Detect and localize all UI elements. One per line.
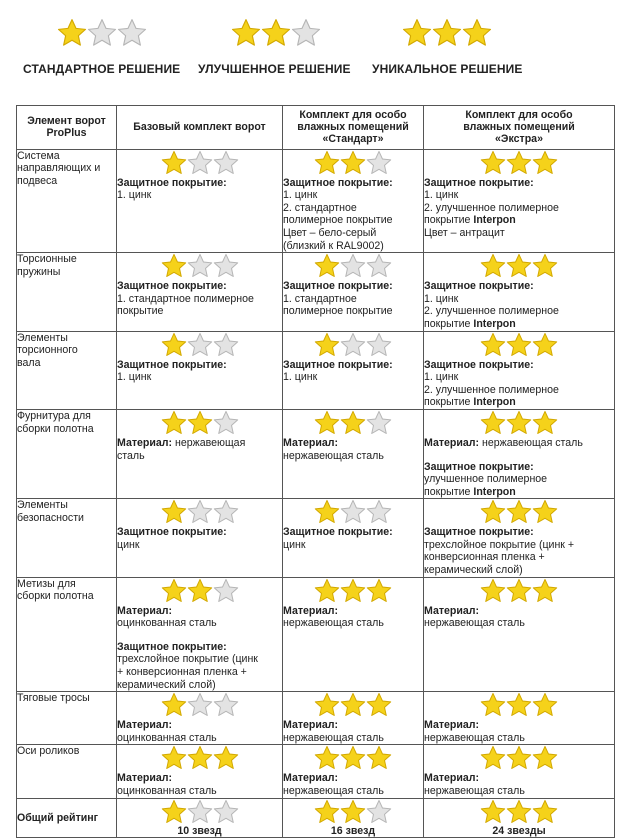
element-name-line: направляющих и [17,162,101,175]
star-filled-icon [340,692,366,718]
star-filled-icon [506,799,532,825]
star-filled-icon [532,332,558,358]
star-filled-icon [506,692,532,718]
brand-name: Interpon [473,317,516,330]
star-rating [231,18,321,48]
star-rating [117,692,282,718]
row-cell [424,745,615,798]
star-filled-icon [314,799,340,825]
element-name-line: безопасности [17,511,84,524]
cell-label: Защитное покрытие: [424,460,534,473]
star-rating [117,499,282,525]
star-rating [117,332,282,358]
star-empty-icon [340,253,366,279]
row-cell [117,409,283,498]
star-rating [424,332,614,358]
cell-text: покрытие [117,305,164,318]
table-row [17,409,615,498]
star-empty-icon [187,332,213,358]
star-rating [283,499,423,525]
star-filled-icon [480,745,506,771]
element-name-line: Метизы для [17,577,76,590]
header-line: влажных помещений [297,121,409,134]
cell-text: 1. цинк [424,371,459,384]
star-empty-icon [187,253,213,279]
cell-text: (близкий к RAL9002) [283,239,384,252]
star-empty-icon [213,499,239,525]
star-rating [283,578,423,604]
row-element [17,499,117,577]
cell-label: Защитное покрытие: [117,176,227,189]
star-filled-icon [532,410,558,436]
star-filled-icon [261,18,291,48]
star-filled-icon [161,799,187,825]
star-filled-icon [187,410,213,436]
star-filled-icon [231,18,261,48]
cell-label: Материал: [283,604,339,617]
cell-text: 1. цинк [117,371,152,384]
row-cell [424,499,615,577]
star-filled-icon [506,745,532,771]
star-filled-icon [480,799,506,825]
star-empty-icon [213,692,239,718]
star-filled-icon [480,410,506,436]
row-cell [283,745,424,798]
star-rating [283,799,423,825]
star-filled-icon [340,410,366,436]
star-filled-icon [314,150,340,176]
table-row [17,331,615,409]
row-element [17,577,117,692]
star-empty-icon [366,332,392,358]
rating-legend [0,18,626,88]
cell-text: нержавеющая сталь [283,449,384,462]
cell-text: улучшенное полимерное [424,473,548,486]
element-name-line: подвеса [17,174,58,187]
row-cell [283,149,424,253]
cell-text: трехслойное покрытие (цинк + [424,538,575,551]
cell-text: нержавеющая сталь [424,731,525,744]
star-rating [402,18,492,48]
cell-label: Материал: [283,772,339,785]
star-filled-icon [532,150,558,176]
header-line: «Стандарт» [322,133,384,146]
star-filled-icon [213,745,239,771]
cell-text: 1. цинк [424,292,459,305]
star-filled-icon [402,18,432,48]
header-standard-kit [283,106,424,150]
header-element [17,106,117,150]
star-empty-icon [213,332,239,358]
cell-text: покрытие [424,485,474,498]
cell-text: оцинкованная сталь [117,731,217,744]
row-cell [117,149,283,253]
cell-text: нержавеющая сталь [283,785,384,798]
star-filled-icon [366,745,392,771]
star-filled-icon [506,150,532,176]
element-name-line: сборки полотна [17,422,94,435]
cell-text: Цвет – бело-серый [283,226,377,239]
row-cell [283,331,424,409]
star-empty-icon [340,499,366,525]
header-basic-kit [117,106,283,150]
star-empty-icon [213,150,239,176]
legend-label: СТАНДАРТНОЕ РЕШЕНИЕ [23,62,181,76]
row-cell [117,745,283,798]
table-row [17,149,615,253]
spacer [424,450,614,461]
star-empty-icon [366,150,392,176]
row-element [17,149,117,253]
cell-label: Материал: [424,772,480,785]
header-line: Комплект для особо [465,109,573,121]
star-empty-icon [117,18,147,48]
element-name-line: торсионного [17,344,78,357]
total-stars: 24 звезды [492,824,546,837]
star-filled-icon [532,692,558,718]
star-empty-icon [366,410,392,436]
star-filled-icon [532,799,558,825]
star-rating [283,410,423,436]
overall-rating-text: Общий рейтинг [17,811,99,824]
row-cell [117,692,283,745]
cell-label: Материал: [117,719,173,732]
row-cell [424,253,615,331]
cell-text: 1. цинк [283,371,318,384]
header-line: влажных помещений [463,121,575,134]
total-stars: 16 звезд [330,824,376,837]
cell-text: 2. стандартное [283,201,357,214]
cell-text: Цвет – антрацит [424,226,505,239]
cell-text: оцинкованная сталь [117,617,217,630]
cell-label: Материал: [283,719,339,732]
row-cell [424,692,615,745]
star-filled-icon [314,410,340,436]
cell-text: покрытие [424,214,474,227]
star-filled-icon [480,332,506,358]
cell-label: Защитное покрытие: [283,358,393,371]
element-name-line: сборки полотна [17,590,94,603]
element-name-line: Оси роликов [17,745,80,758]
star-filled-icon [340,150,366,176]
cell-text [117,437,282,450]
cell-text: 2. улучшенное полимерное [424,383,559,396]
brand-name: Interpon [473,485,516,498]
cell-text: 1. цинк [117,189,152,202]
star-filled-icon [340,578,366,604]
total-stars: 10 звезд [177,824,222,837]
cell-label: Материал: [424,436,480,449]
star-filled-icon [480,253,506,279]
star-filled-icon [314,745,340,771]
row-cell [424,409,615,498]
cell-label: Защитное покрытие: [283,176,393,189]
star-empty-icon [213,578,239,604]
spacer [117,630,282,641]
star-filled-icon [480,499,506,525]
star-filled-icon [187,745,213,771]
row-cell [424,149,615,253]
star-rating [283,692,423,718]
cell-text [424,214,614,227]
cell-label: Защитное покрытие: [117,358,227,371]
cell-text: полимерное покрытие [283,305,393,318]
header-line: Элемент ворот [27,115,106,128]
overall-rating-cell [424,798,615,838]
star-filled-icon [161,332,187,358]
star-filled-icon [506,410,532,436]
cell-text [424,437,614,450]
star-filled-icon [532,499,558,525]
brand-name: Interpon [473,396,516,409]
star-rating [117,578,282,604]
star-filled-icon [462,18,492,48]
star-rating [424,150,614,176]
star-empty-icon [213,410,239,436]
legend-label: УЛУЧШЕННОЕ РЕШЕНИЕ [198,62,351,76]
cell-text: 1. цинк [424,189,459,202]
cell-label: Материал: [283,436,339,449]
cell-text: нержавеющая сталь [283,731,384,744]
star-empty-icon [187,150,213,176]
star-rating [283,745,423,771]
element-name-line: Фурнитура для [17,409,91,422]
star-filled-icon [161,578,187,604]
star-filled-icon [161,410,187,436]
star-filled-icon [506,253,532,279]
cell-text: полимерное покрытие [283,214,393,227]
star-rating [283,332,423,358]
cell-label: Защитное покрытие: [424,176,534,189]
star-filled-icon [161,150,187,176]
cell-text: оцинкованная сталь [117,785,217,798]
overall-rating-row [17,798,615,838]
star-filled-icon [480,692,506,718]
row-cell [117,253,283,331]
cell-text: цинк [283,538,306,551]
star-empty-icon [366,253,392,279]
row-cell [117,499,283,577]
star-filled-icon [506,578,532,604]
cell-text: сталь [117,449,145,462]
element-name-line: Тяговые тросы [17,692,90,705]
star-filled-icon [532,578,558,604]
cell-text [424,486,614,499]
star-rating [117,150,282,176]
cell-text: нержавеющая сталь [424,617,525,630]
row-element [17,745,117,798]
cell-text [424,396,614,409]
cell-label: Защитное покрытие: [117,280,227,293]
row-cell [283,692,424,745]
table-row [17,577,615,692]
cell-text: покрытие [424,396,474,409]
cell-label: Защитное покрытие: [424,358,534,371]
header-line: Базовый комплект ворот [133,121,266,134]
star-rating [117,410,282,436]
cell-label: Материал: [117,604,173,617]
star-rating [424,410,614,436]
star-empty-icon [213,253,239,279]
cell-label: Защитное покрытие: [117,640,227,653]
cell-text: 2. улучшенное полимерное [424,201,559,214]
cell-label: Защитное покрытие: [117,526,227,539]
star-rating [424,745,614,771]
star-filled-icon [506,499,532,525]
star-filled-icon [314,578,340,604]
overall-rating-cell [117,798,283,838]
cell-label: Защитное покрытие: [424,280,534,293]
star-rating [57,18,147,48]
star-rating [424,578,614,604]
cell-text: 1. цинк [283,189,318,202]
element-name-line: вала [17,356,41,369]
element-name-line: Элементы [17,499,68,512]
star-filled-icon [432,18,462,48]
star-rating [424,253,614,279]
cell-text: 2. улучшенное полимерное [424,305,559,318]
row-element [17,253,117,331]
star-rating [117,253,282,279]
star-filled-icon [314,253,340,279]
overall-rating-cell [283,798,424,838]
row-cell [283,409,424,498]
cell-text: конверсионная пленка + [424,551,545,564]
cell-value: нержавеющая [172,436,246,449]
star-empty-icon [187,799,213,825]
cell-label: Защитное покрытие: [424,526,534,539]
star-rating [117,745,282,771]
star-empty-icon [87,18,117,48]
header-extra-kit [424,106,615,150]
star-filled-icon [340,799,366,825]
element-name-line: Элементы [17,331,68,344]
comparison-table [16,105,615,838]
star-filled-icon [161,745,187,771]
cell-label: Защитное покрытие: [283,526,393,539]
cell-label: Материал: [424,604,480,617]
star-filled-icon [480,150,506,176]
table-row [17,499,615,577]
star-filled-icon [161,692,187,718]
star-filled-icon [366,692,392,718]
star-filled-icon [366,578,392,604]
star-filled-icon [161,253,187,279]
cell-text: керамический слой) [424,564,523,577]
cell-text [424,318,614,331]
cell-text: трехслойное покрытие (цинк [117,653,258,666]
row-cell [424,331,615,409]
row-element [17,331,117,409]
star-filled-icon [532,745,558,771]
cell-text: нержавеющая сталь [283,617,384,630]
star-filled-icon [506,332,532,358]
cell-text: + конверсионная пленка + [117,666,247,679]
star-filled-icon [314,692,340,718]
star-empty-icon [187,692,213,718]
cell-label: Материал: [117,772,173,785]
row-cell [117,331,283,409]
star-empty-icon [213,799,239,825]
cell-text: покрытие [424,317,474,330]
cell-text: цинк [117,538,140,551]
star-empty-icon [366,499,392,525]
cell-label: Материал: [424,719,480,732]
row-element [17,409,117,498]
element-name-line: пружины [17,265,61,278]
star-rating [424,692,614,718]
element-name-line: Торсионные [17,253,77,266]
header-line: «Экстра» [495,133,543,146]
overall-rating-label [17,798,117,838]
row-cell [117,577,283,692]
star-empty-icon [366,799,392,825]
star-filled-icon [161,499,187,525]
star-filled-icon [340,745,366,771]
star-rating [283,150,423,176]
star-empty-icon [291,18,321,48]
cell-text: 1. стандартное полимерное [117,292,254,305]
row-cell [283,499,424,577]
legend-label: УНИКАЛЬНОЕ РЕШЕНИЕ [372,62,523,76]
star-filled-icon [480,578,506,604]
star-rating [424,799,614,825]
star-empty-icon [340,332,366,358]
table-row [17,253,615,331]
cell-text: нержавеющая сталь [424,785,525,798]
header-line: Комплект для особо [299,109,407,121]
table-header-row [17,106,615,150]
cell-label: Материал: [117,436,173,449]
cell-value: нержавеющая сталь [479,436,583,449]
brand-name: Interpon [473,214,516,227]
star-filled-icon [314,332,340,358]
cell-text: 1. стандартное [283,292,357,305]
header-line: ProPlus [46,127,87,140]
star-rating [117,799,282,825]
element-name-line: Система [17,149,60,162]
star-filled-icon [532,253,558,279]
cell-label: Защитное покрытие: [283,280,393,293]
cell-text: керамический слой) [117,678,216,691]
row-cell [283,253,424,331]
row-cell [283,577,424,692]
star-rating [283,253,423,279]
star-filled-icon [57,18,87,48]
table-row [17,692,615,745]
star-empty-icon [187,499,213,525]
row-element [17,692,117,745]
row-cell [424,577,615,692]
star-filled-icon [187,578,213,604]
table-row [17,745,615,798]
star-filled-icon [314,499,340,525]
star-rating [424,499,614,525]
